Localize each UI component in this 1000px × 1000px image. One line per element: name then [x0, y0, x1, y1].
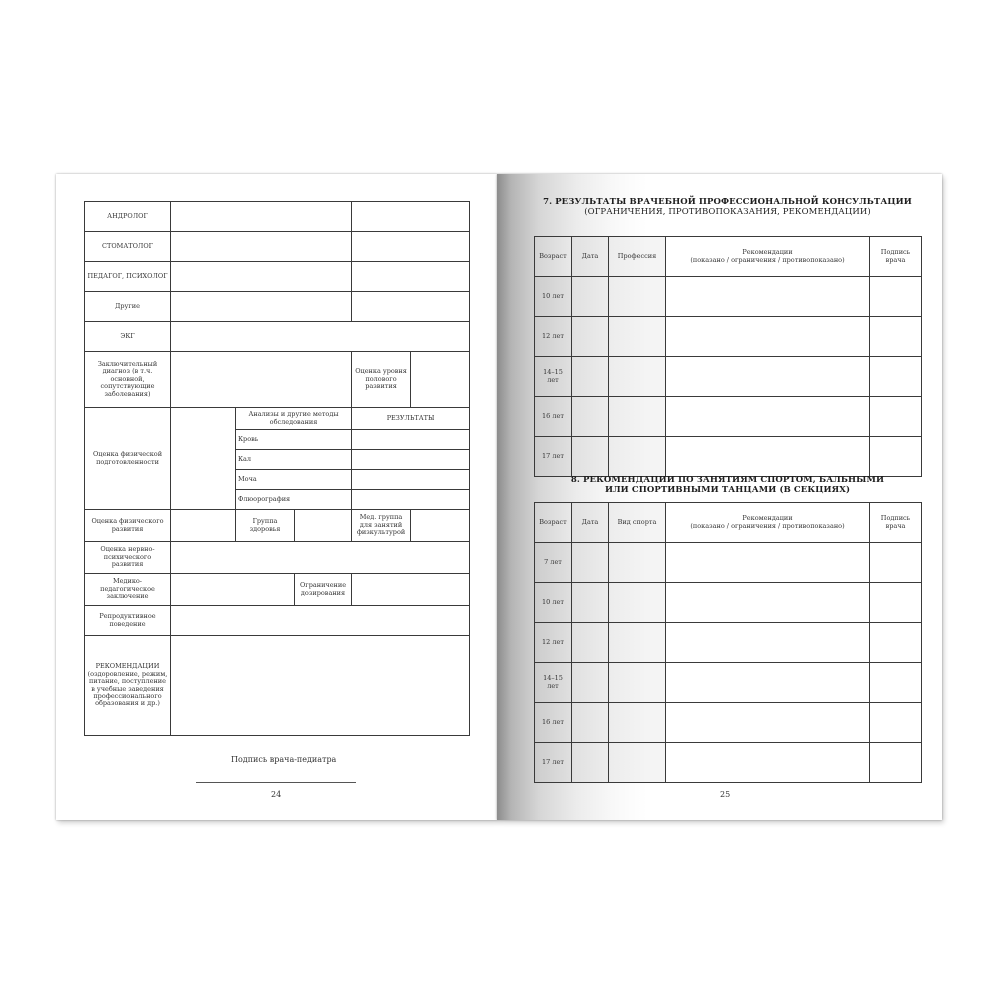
- signature-cell[interactable]: [870, 743, 922, 783]
- sport-recommendations-table: [534, 502, 922, 783]
- column-header-recommendations: [666, 503, 870, 543]
- date-cell[interactable]: [572, 623, 609, 663]
- age-cell: 12 лет: [535, 317, 572, 357]
- age-cell: 7 лет: [535, 543, 572, 583]
- sport-type-cell[interactable]: [609, 583, 666, 623]
- recommendation-cell[interactable]: [666, 663, 870, 703]
- date-cell[interactable]: [572, 583, 609, 623]
- column-header-age: Возраст: [535, 237, 572, 277]
- table-row: [535, 583, 922, 623]
- table-row: [85, 262, 470, 292]
- age-cell: 12 лет: [535, 623, 572, 663]
- signature-cell[interactable]: [870, 277, 922, 317]
- column-header-age: Возраст: [535, 503, 572, 543]
- urine-result-cell[interactable]: [352, 470, 470, 490]
- dentist-extra-cell[interactable]: [352, 232, 470, 262]
- table-row: [535, 703, 922, 743]
- recommendations-cell[interactable]: [171, 636, 470, 736]
- date-cell[interactable]: [572, 743, 609, 783]
- signature-cell[interactable]: [870, 397, 922, 437]
- table-row: [85, 636, 470, 736]
- row-label-sexual-development: Оценка уровня полового развития: [352, 352, 411, 408]
- recommendation-cell[interactable]: [666, 357, 870, 397]
- row-label-physical-fitness: Оценка физической подготовленности: [85, 408, 171, 510]
- date-cell[interactable]: [572, 703, 609, 743]
- sport-section-title: [534, 476, 921, 496]
- recommendations-header-sub: (показано / ограничения / противопоказано): [690, 255, 845, 264]
- blood-result-cell[interactable]: [352, 430, 470, 450]
- recommendation-cell[interactable]: [666, 317, 870, 357]
- row-label-dentist: СТОМАТОЛОГ: [85, 232, 171, 262]
- table-row: [535, 277, 922, 317]
- tests-methods-header: Анализы и другие методы обследования: [236, 408, 352, 430]
- sport-title-line2: ИЛИ СПОРТИВНЫМИ ТАНЦАМИ (В СЕКЦИЯХ): [604, 484, 851, 495]
- row-label-final-diagnosis: Заключительный диагноз (в т.ч. основной, сопутствующие заболевания): [85, 352, 171, 408]
- table-row: [85, 352, 470, 408]
- sport-type-cell[interactable]: [609, 543, 666, 583]
- recommendation-cell[interactable]: [666, 277, 870, 317]
- signature-label: Подпись врача-педиатра: [231, 755, 337, 764]
- table-row: [535, 357, 922, 397]
- sport-type-cell[interactable]: [609, 703, 666, 743]
- physical-fitness-cell[interactable]: [171, 408, 236, 510]
- age-cell: 16 лет: [535, 703, 572, 743]
- row-label-psychologist: ПЕДАГОГ, ПСИХОЛОГ: [85, 262, 171, 292]
- column-header-signature: Подпись врача: [870, 503, 922, 543]
- signature-cell[interactable]: [870, 623, 922, 663]
- consultation-table: [534, 236, 922, 477]
- row-label-restrictions: Ограничение дозирования: [295, 574, 352, 606]
- sport-type-cell[interactable]: [609, 743, 666, 783]
- profession-cell[interactable]: [609, 277, 666, 317]
- date-cell[interactable]: [572, 437, 609, 477]
- psychologist-extra-cell[interactable]: [352, 262, 470, 292]
- medpedagogical-cell[interactable]: [171, 574, 295, 606]
- test-label-blood: Кровь: [236, 430, 352, 450]
- date-cell[interactable]: [572, 277, 609, 317]
- table-header-row: [535, 237, 922, 277]
- row-label-physical-development: Оценка физического развития: [85, 510, 171, 542]
- right-page: [497, 174, 942, 820]
- row-label-andrologist: АНДРОЛОГ: [85, 202, 171, 232]
- table-row: [535, 663, 922, 703]
- recommendation-cell[interactable]: [666, 703, 870, 743]
- medical-exam-form-table: [84, 201, 470, 736]
- table-row: [85, 202, 470, 232]
- recommendation-cell[interactable]: [666, 437, 870, 477]
- signature-cell[interactable]: [870, 437, 922, 477]
- test-label-fluorography: Флюорография: [236, 490, 352, 510]
- table-row: [85, 606, 470, 636]
- feces-result-cell[interactable]: [352, 450, 470, 470]
- test-label-urine: Моча: [236, 470, 352, 490]
- table-row: [535, 317, 922, 357]
- profession-cell[interactable]: [609, 437, 666, 477]
- table-row: [85, 292, 470, 322]
- signature-cell[interactable]: [870, 357, 922, 397]
- table-row: [535, 437, 922, 477]
- andrologist-result-cell[interactable]: [171, 202, 352, 232]
- age-cell: 10 лет: [535, 583, 572, 623]
- column-header-date: Дата: [572, 237, 609, 277]
- recommendation-cell[interactable]: [666, 623, 870, 663]
- recommendation-cell[interactable]: [666, 543, 870, 583]
- table-row: [85, 510, 470, 542]
- column-header-sport-type: Вид спорта: [609, 503, 666, 543]
- signature-cell[interactable]: [870, 583, 922, 623]
- others-result-cell[interactable]: [171, 292, 352, 322]
- row-label-reproductive: Репродуктивное поведение: [85, 606, 171, 636]
- table-row: [535, 543, 922, 583]
- column-header-recommendations: [666, 237, 870, 277]
- table-row: [85, 322, 470, 352]
- column-header-date: Дата: [572, 503, 609, 543]
- andrologist-extra-cell[interactable]: [352, 202, 470, 232]
- profession-cell[interactable]: [609, 317, 666, 357]
- results-header: РЕЗУЛЬТАТЫ: [352, 408, 470, 430]
- age-cell: 14–15 лет: [535, 357, 572, 397]
- sport-type-cell[interactable]: [609, 623, 666, 663]
- pe-group-cell[interactable]: [411, 510, 470, 542]
- sexual-development-cell[interactable]: [411, 352, 470, 408]
- profession-cell[interactable]: [609, 357, 666, 397]
- profession-cell[interactable]: [609, 397, 666, 437]
- sport-type-cell[interactable]: [609, 663, 666, 703]
- column-header-profession: Профессия: [609, 237, 666, 277]
- table-row: [535, 623, 922, 663]
- table-row: [85, 542, 470, 574]
- signature-cell[interactable]: [870, 543, 922, 583]
- date-cell[interactable]: [572, 357, 609, 397]
- recommendation-cell[interactable]: [666, 397, 870, 437]
- ecg-result-cell[interactable]: [171, 322, 470, 352]
- signature-cell[interactable]: [870, 663, 922, 703]
- recommendations-header-label: Рекомендации: [742, 248, 793, 257]
- final-diagnosis-cell[interactable]: [171, 352, 352, 408]
- reproductive-cell[interactable]: [171, 606, 470, 636]
- date-cell[interactable]: [572, 543, 609, 583]
- table-row: [535, 397, 922, 437]
- table-row: [85, 574, 470, 606]
- consultation-title-line1: 7. РЕЗУЛЬТАТЫ ВРАЧЕБНОЙ ПРОФЕССИОНАЛЬНОЙ КОНСУЛЬТАЦИИ: [543, 197, 912, 207]
- test-label-feces: Кал: [236, 450, 352, 470]
- page-number-right: 25: [720, 790, 731, 799]
- date-cell[interactable]: [572, 663, 609, 703]
- row-label-recommendations: РЕКОМЕНДАЦИИ (оздоровление, режим, питание, поступление в учебные заведения профессионального образования и др.): [85, 636, 171, 736]
- table-header-row: [535, 503, 922, 543]
- page-number-left: 24: [271, 790, 282, 799]
- table-row: [535, 743, 922, 783]
- signature-cell[interactable]: [870, 317, 922, 357]
- age-cell: 17 лет: [535, 437, 572, 477]
- age-cell: 17 лет: [535, 743, 572, 783]
- physical-development-cell[interactable]: [171, 510, 236, 542]
- psychologist-result-cell[interactable]: [171, 262, 352, 292]
- recommendation-cell[interactable]: [666, 743, 870, 783]
- recommendations-header-sub: (показано / ограничения / противопоказано): [690, 521, 845, 530]
- consultation-section-title: [534, 198, 921, 218]
- date-cell[interactable]: [572, 397, 609, 437]
- restrictions-cell[interactable]: [352, 574, 470, 606]
- table-row: [85, 232, 470, 262]
- age-cell: 16 лет: [535, 397, 572, 437]
- table-row: [85, 408, 470, 430]
- row-label-ecg: ЭКГ: [85, 322, 171, 352]
- date-cell[interactable]: [572, 317, 609, 357]
- age-cell: 10 лет: [535, 277, 572, 317]
- left-page: [56, 174, 497, 820]
- neuropsychic-cell[interactable]: [171, 542, 470, 574]
- sport-title-line1: 8. РЕКОМЕНДАЦИИ ПО ЗАНЯТИЯМ СПОРТОМ, БАЛЬНЫМИ: [570, 475, 885, 485]
- row-label-neuropsychic: Оценка нервно-психического развития: [85, 542, 171, 574]
- others-extra-cell[interactable]: [352, 292, 470, 322]
- row-label-medpedagogical: Медико-педагогическое заключение: [85, 574, 171, 606]
- dentist-result-cell[interactable]: [171, 232, 352, 262]
- row-label-others: Другие: [85, 292, 171, 322]
- recommendations-header-label: Рекомендации: [742, 514, 793, 523]
- age-cell: 14–15 лет: [535, 663, 572, 703]
- fluorography-result-cell[interactable]: [352, 490, 470, 510]
- signature-cell[interactable]: [870, 703, 922, 743]
- recommendation-cell[interactable]: [666, 583, 870, 623]
- column-header-signature: Подпись врача: [870, 237, 922, 277]
- row-label-pe-group: Мед. группа для занятий физкультурой: [352, 510, 411, 542]
- row-label-health-group: Группа здоровья: [236, 510, 295, 542]
- signature-line[interactable]: [196, 782, 356, 783]
- consultation-title-line2: (ОГРАНИЧЕНИЯ, ПРОТИВОПОКАЗАНИЯ, РЕКОМЕНДАЦИИ): [584, 206, 871, 217]
- health-group-cell[interactable]: [295, 510, 352, 542]
